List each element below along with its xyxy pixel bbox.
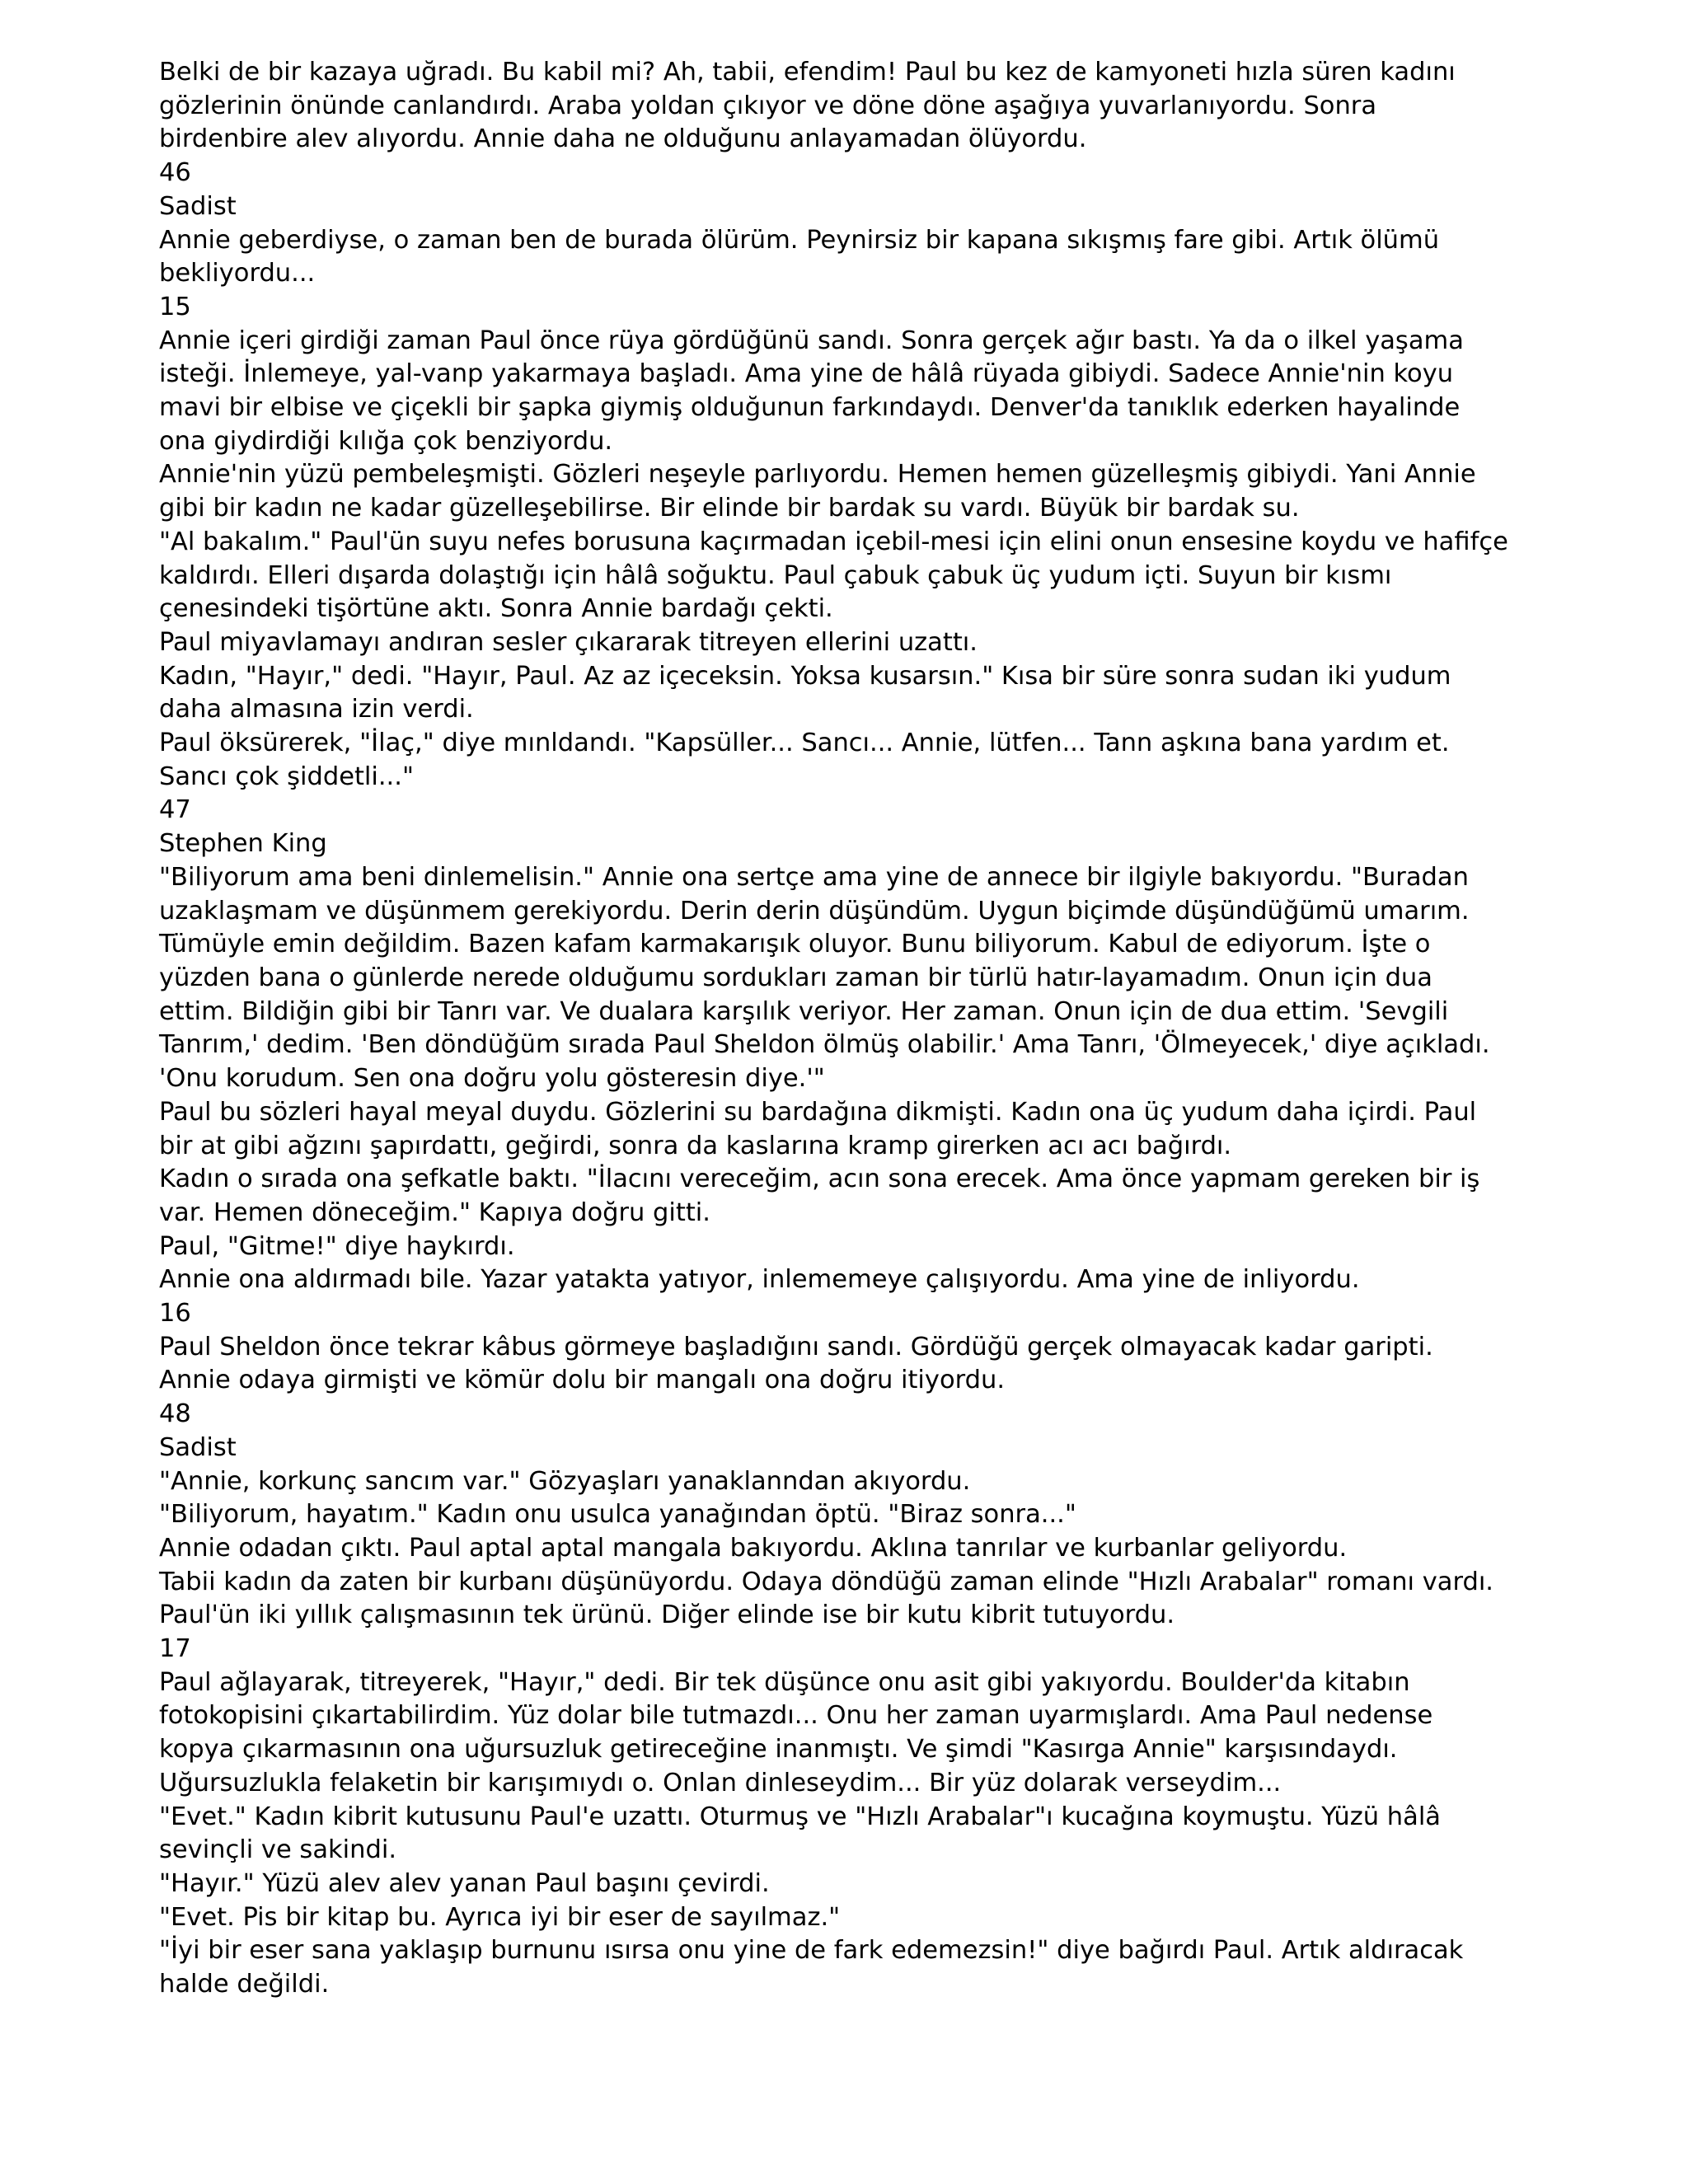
chapter-number: 15 — [159, 292, 191, 321]
paragraph: Annie'nin yüzü pembeleşmişti. Gözleri neşeyle parlıyordu. Hemen hemen güzelleşmiş gibiydi. Yani Annie gibi bir kadın ne kadar güzelleşebilirse. Bir elinde bir bardak su vardı. Büyük bir bardak su. — [159, 460, 1476, 523]
paragraph: "Biliyorum ama beni dinlemelisin." Annie ona sertçe ama yine de annece bir ilgiyle bakıyordu. "Buradan uzaklaşmam ve düşünmem gerekiyordu. Derin derin düşündüm. Uygun biçimde düşündüğümü umarım. Tümüyle emin değildim. Bazen kafam karmakarışık oluyor. Bunu biliyorum. Kabul de ediyorum. İşte o yüzden bana o günlerde nerede olduğumu sordukları zaman bir türlü hatır-layamadım. Onun için dua ettim. Bildiğin gibi bir Tanrı var. Ve dualara karşılık veriyor. Her zaman. Onun için de dua ettim. 'Sevgili Tanrım,' dedim. 'Ben döndüğüm sırada Paul Sheldon ölmüş olabilir.' Ama Tanrı, 'Ölmeyecek,' diye açıkladı. 'Onu korudum. Sen ona doğru yolu gösteresin diye.'" — [159, 862, 1490, 1094]
paragraph: "Biliyorum, hayatım." Kadın onu usulca yanağından öptü. "Biraz sonra..." — [159, 1500, 1076, 1530]
paragraph: "Evet." Kadın kibrit kutusunu Paul'e uzattı. Oturmuş ve "Hızlı Arabalar"ı kucağına koymuştu. Yüzü hâlâ sevinçli ve sakindi. — [159, 1802, 1441, 1865]
running-header: Sadist — [159, 191, 237, 221]
paragraph: "Hayır." Yüzü alev alev yanan Paul başını çevirdi. — [159, 1868, 770, 1898]
paragraph: Paul ağlayarak, titreyerek, "Hayır," dedi. Bir tek düşünce onu asit gibi yakıyordu. Boulder'da kitabın fotokopisini çıkartabilirdim. Yüz dolar bile tutmazdı... Onu her zaman uyarmışlardı. Ama Paul nedense kopya çıkarmasının ona uğursuzluk getireceğine inanmıştı. Ve şimdi "Kasırga Annie" karşısındaydı. Uğursuzlukla felaketin bir karışımıydı o. Onlan dinleseydim... Bir yüz dolarak verseydim... — [159, 1667, 1433, 1797]
paragraph: Paul miyavlamayı andıran sesler çıkararak titreyen ellerini uzattı. — [159, 627, 978, 657]
paragraph: Kadın o sırada ona şefkatle baktı. "İlacını vereceğim, acın sona erecek. Ama önce yapmam gereken bir iş var. Hemen döneceğim." Kapıya doğru gitti. — [159, 1165, 1480, 1227]
paragraph: Kadın, "Hayır," dedi. "Hayır, Paul. Az az içeceksin. Yoksa kusarsın." Kısa bir süre sonra sudan iki yudum daha almasına izin verdi. — [159, 661, 1451, 724]
paragraph: Annie odadan çıktı. Paul aptal aptal mangala bakıyordu. Aklına tanrılar ve kurbanlar geliyordu. — [159, 1533, 1348, 1563]
paragraph: Paul, "Gitme!" diye haykırdı. — [159, 1231, 515, 1261]
running-header: Sadist — [159, 1432, 237, 1462]
paragraph: "Annie, korkunç sancım var." Gözyaşları yanaklanndan akıyordu. — [159, 1466, 971, 1496]
paragraph: Paul öksürerek, "İlaç," diye mınldandı. "Kapsüller... Sancı... Annie, lütfen... Tann aşkına bana yardım et. Sancı çok şiddetli..." — [159, 729, 1450, 791]
paragraph: Tabii kadın da zaten bir kurbanı düşünüyordu. Odaya döndüğü zaman elinde "Hızlı Arabalar" romanı vardı. Paul'ün iki yıllık çalışmasının tek ürünü. Diğer elinde ise bir kutu kibrit tutuyordu. — [159, 1567, 1494, 1630]
chapter-number: 16 — [159, 1299, 191, 1329]
paragraph: "Evet. Pis bir kitap bu. Ayrıca iyi bir eser de sayılmaz." — [159, 1902, 841, 1932]
paragraph: Annie içeri girdiği zaman Paul önce rüya gördüğünü sandı. Sonra gerçek ağır bastı. Ya da o ilkel yaşama isteği. İnlemeye, yal-vanp yakarmaya başladı. Ama yine de hâlâ rüyada gibiydi. Sadece Annie'nin koyu mavi bir elbise ve çiçekli bir şapka giymiş olduğunun farkındaydı. Denver'da tanıklık ederken hayalinde ona giydirdiği kılığa çok benziyordu. — [159, 326, 1464, 456]
page-number: 46 — [159, 158, 191, 188]
paragraph: Annie ona aldırmadı bile. Yazar yatakta yatıyor, inlememeye çalışıyordu. Ama yine de inliyordu. — [159, 1265, 1360, 1295]
paragraph: Paul Sheldon önce tekrar kâbus görmeye başladığını sandı. Gördüğü gerçek olmayacak kadar garipti. Annie odaya girmişti ve kömür dolu bir mangalı ona doğru itiyordu. — [159, 1332, 1433, 1395]
page-number: 47 — [159, 795, 191, 825]
paragraph: Paul bu sözleri hayal meyal duydu. Gözlerini su bardağına dikmişti. Kadın ona üç yudum daha içirdi. Paul bir at gibi ağzını şapırdattı, geğirdi, sonra da kaslarına kramp girerken acı acı bağırdı. — [159, 1097, 1477, 1160]
chapter-number: 17 — [159, 1634, 191, 1664]
paragraph: Belki de bir kazaya uğradı. Bu kabil mi? Ah, tabii, efendim! Paul bu kez de kamyoneti hızla süren kadını gözlerinin önünde canlandırdı. Araba yoldan çıkıyor ve döne döne aşağıya yuvarlanıyordu. Sonra birdenbire alev alıyordu. Annie daha ne olduğunu anlayamadan ölüyordu. — [159, 58, 1456, 154]
paragraph: Annie geberdiyse, o zaman ben de burada ölürüm. Peynirsiz bir kapana sıkışmış fare gibi. Artık ölümü bekliyordu... — [159, 225, 1440, 288]
paragraph: "İyi bir eser sana yaklaşıp burnunu ısırsa onu yine de fark edemezsin!" diye bağırdı Paul. Artık aldıracak halde değildi. — [159, 1936, 1464, 1999]
page-number: 48 — [159, 1399, 191, 1429]
running-header: Stephen King — [159, 829, 327, 859]
paragraph: "Al bakalım." Paul'ün suyu nefes borusuna kaçırmadan içebil-mesi için elini onun ensesine koydu ve hafifçe kaldırdı. Elleri dışarda dolaştığı için hâlâ soğuktu. Paul çabuk çabuk üç yudum içti. Suyun bir kısmı çenesindeki tişörtüne aktı. Sonra Annie bardağı çekti. — [159, 527, 1508, 624]
document-page — [159, 56, 1511, 2002]
